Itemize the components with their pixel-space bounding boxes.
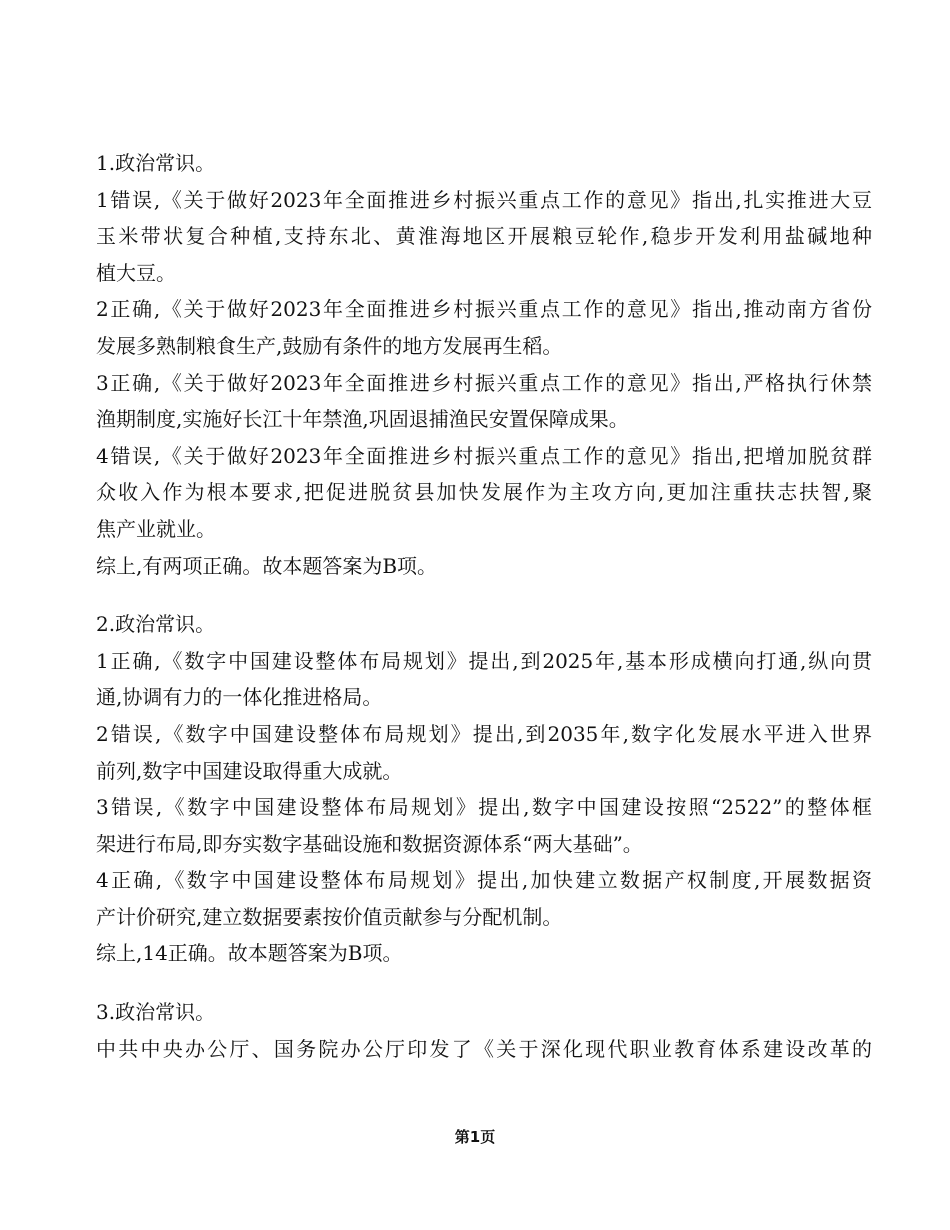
question-section xyxy=(96,145,872,584)
paragraph xyxy=(96,1031,872,1068)
text-line: 2错误,《数字中国建设整体布局规划》提出,到2035年,数字化发展水平进入世界 xyxy=(96,721,872,746)
document-body xyxy=(96,145,872,1089)
text-line: 中共中央办公厅、国务院办公厅印发了《关于深化现代职业教育体系建设改革的 xyxy=(96,1036,872,1061)
text-line: 植大豆。 xyxy=(96,260,176,285)
text-line: 发展多熟制粮食生产,鼓励有条件的地方发展再生稻。 xyxy=(96,333,563,358)
paragraph xyxy=(96,438,872,548)
paragraph xyxy=(96,789,872,862)
text-line: 综上,有两项正确。故本题答案为B项。 xyxy=(96,553,438,578)
text-line: 玉米带状复合种植,支持东北、黄淮海地区开展粮豆轮作,稳步开发利用盐碱地种 xyxy=(96,224,872,249)
text-line: 3错误,《数字中国建设整体布局规划》提出,数字中国建设按照“2522”的整体框 xyxy=(96,795,872,820)
text-line: 3正确,《关于做好2023年全面推进乡村振兴重点工作的意见》指出,严格执行休禁 xyxy=(96,370,872,395)
text-line: 1正确,《数字中国建设整体布局规划》提出,到2025年,基本形成横向打通,纵向贯 xyxy=(96,648,872,673)
section-heading: 1.政治常识。 xyxy=(96,151,216,175)
text-line: 架进行布局,即夯实数字基础设施和数据资源体系“两大基础”。 xyxy=(96,831,643,856)
text-line: 前列,数字中国建设取得重大成就。 xyxy=(96,758,403,783)
paragraph xyxy=(96,716,872,789)
text-line: 4正确,《数字中国建设整体布局规划》提出,加快建立数据产权制度,开展数据资 xyxy=(96,868,872,893)
section-heading: 2.政治常识。 xyxy=(96,612,216,637)
text-line: 4错误,《关于做好2023年全面推进乡村振兴重点工作的意见》指出,把增加脱贫群 xyxy=(96,443,872,468)
paragraph xyxy=(96,935,872,972)
page-number: 第1页 xyxy=(454,1128,496,1146)
text-line: 2正确,《关于做好2023年全面推进乡村振兴重点工作的意见》指出,推动南方省份 xyxy=(96,297,872,322)
text-line: 1错误,《关于做好2023年全面推进乡村振兴重点工作的意见》指出,扎实推进大豆 xyxy=(96,187,872,212)
paragraph xyxy=(96,548,872,585)
text-line: 渔期制度,实施好长江十年禁渔,巩固退捕渔民安置保障成果。 xyxy=(96,407,629,432)
paragraph xyxy=(96,643,872,716)
paragraph xyxy=(96,365,872,438)
question-section xyxy=(96,606,872,972)
text-line: 综上,14正确。故本题答案为B项。 xyxy=(96,941,403,966)
text-line: 众收入作为根本要求,把促进脱贫县加快发展作为主攻方向,更加注重扶志扶智,聚 xyxy=(96,480,872,505)
paragraph xyxy=(96,862,872,935)
text-line: 通,协调有力的一体化推进格局。 xyxy=(96,685,383,710)
text-line: 产计价研究,建立数据要素按价值贡献参与分配机制。 xyxy=(96,904,563,929)
paragraph xyxy=(96,182,872,292)
text-line: 焦产业就业。 xyxy=(96,516,216,541)
question-section xyxy=(96,994,872,1067)
section-heading: 3.政治常识。 xyxy=(96,1000,216,1025)
paragraph xyxy=(96,291,872,364)
